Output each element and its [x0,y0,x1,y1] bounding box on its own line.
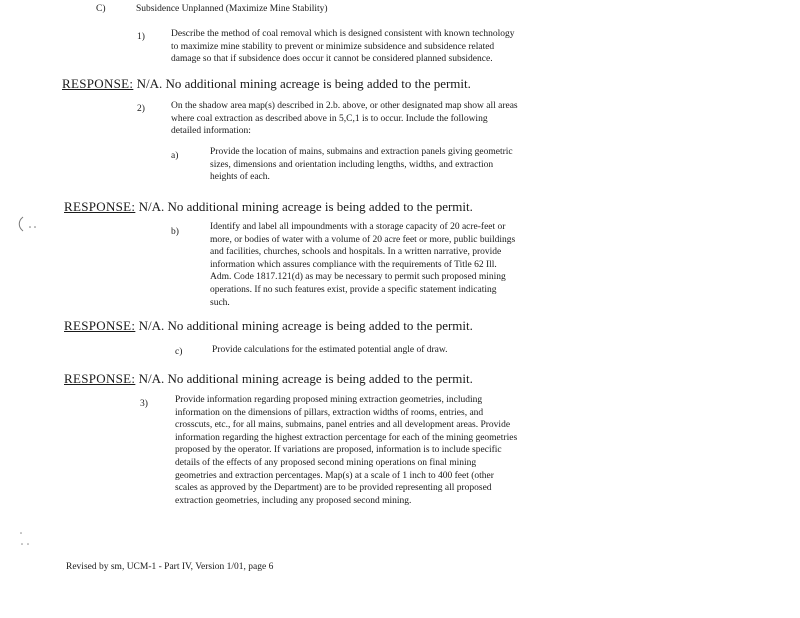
response-block-3 [64,318,473,333]
response-label: RESPONSE: [64,318,136,333]
item-2a-line: heights of each. [210,172,270,183]
item-3-line: extraction geometries, including any proposed second mining. [175,495,412,506]
response-text: N/A. No additional mining acreage is being added to the permit. [138,318,473,333]
item-2-line: where coal extraction as described above in 5,C,1 is to occur. Include the following [171,113,488,124]
item-2c-text: Provide calculations for the estimated potential angle of draw. [212,345,448,355]
item-2a-line: sizes, dimensions and orientation including lengths, widths, and extraction [210,159,494,170]
response-text: N/A. No additional mining acreage is being added to the permit. [138,371,473,386]
item-2a-line: Provide the location of mains, submains and extraction panels giving geometric [210,147,513,157]
item-2-line: On the shadow area map(s) described in 2.b. above, or other designated map show all areas [171,101,518,111]
response-block-1 [62,76,471,91]
item-3-marker: 3) [140,399,148,409]
item-3-line: crosscuts, etc., for all mains, submains, panel entries and all development areas. Provide [175,420,511,431]
item-2b-line: Adm. Code 1817.121(d) as may be necessary to permit such proposed mining [210,272,506,283]
item-3-paragraph [175,394,517,507]
item-3-line: details of the effects of any proposed second mining operations on final mining [175,457,477,468]
item-1-marker: 1) [137,32,145,42]
item-3-line: Provide information regarding proposed mining extraction geometries, including [175,395,483,405]
item-2a-marker: a) [171,151,179,161]
item-2b-line: more, or bodies of water with a volume of 20 acre feet or more, public buildings [210,234,516,245]
item-1-paragraph [171,28,515,66]
item-1-line: Describe the method of coal removal which is designed consistent with known technology [171,29,515,39]
item-1-line: to maximize mine stability to prevent or minimize subsidence and subsidence related [171,41,495,52]
item-2c-marker: c) [175,347,183,357]
item-2b-line: operations. If no such features exist, provide a specific statement indicating [210,284,497,295]
response-label: RESPONSE: [64,371,136,386]
item-2b-line: Identify and label all impoundments with a storage capacity of 20 acre-feet or [210,222,506,232]
response-text: N/A. No additional mining acreage is being added to the permit. [136,76,471,91]
response-text: N/A. No additional mining acreage is being added to the permit. [138,199,473,214]
response-block-4 [64,371,473,386]
section-c-title: Subsidence Unplanned (Maximize Mine Stability) [136,4,328,14]
item-3-line: geometries and extraction percentages. Map(s) at a scale of 1 inch to 400 feet (other [175,470,494,481]
item-2b-line: information which assures compliance with the requirements of Title 62 Ill. [210,259,497,270]
item-3-line: information on the dimensions of pillars, extraction widths of rooms, entries, and [175,407,484,418]
item-3-line: information regarding the highest extraction percentage for each of the mining geometries [175,432,518,443]
section-c-marker: C) [96,4,106,14]
item-2b-marker: b) [171,227,179,237]
page-footer: Revised by sm, UCM-1 - Part IV, Version 1/01, page 6 [66,562,274,572]
item-2-marker: 2) [137,104,145,114]
item-3-line: scales as approved by the Department) are to be provided representing all proposed [175,483,492,494]
item-2-line: detailed information: [171,126,251,137]
response-label: RESPONSE: [64,199,136,214]
item-2a-paragraph [210,146,513,184]
response-label: RESPONSE: [62,76,134,91]
item-2-paragraph [171,100,518,138]
margin-specks [18,530,32,551]
item-2b-paragraph [210,221,515,309]
item-2b-line: and facilities, churches, schools and hospitals. In a written narrative, provide [210,247,502,258]
response-block-2 [64,199,473,214]
item-1-line: damage so that if subsidence does occur it cannot be considered planned subsidence. [171,54,493,65]
item-3-line: proposed by the operator. If variations are proposed, information is to include specific [175,445,502,456]
margin-mark [17,216,39,235]
item-2b-line: such. [210,297,230,308]
